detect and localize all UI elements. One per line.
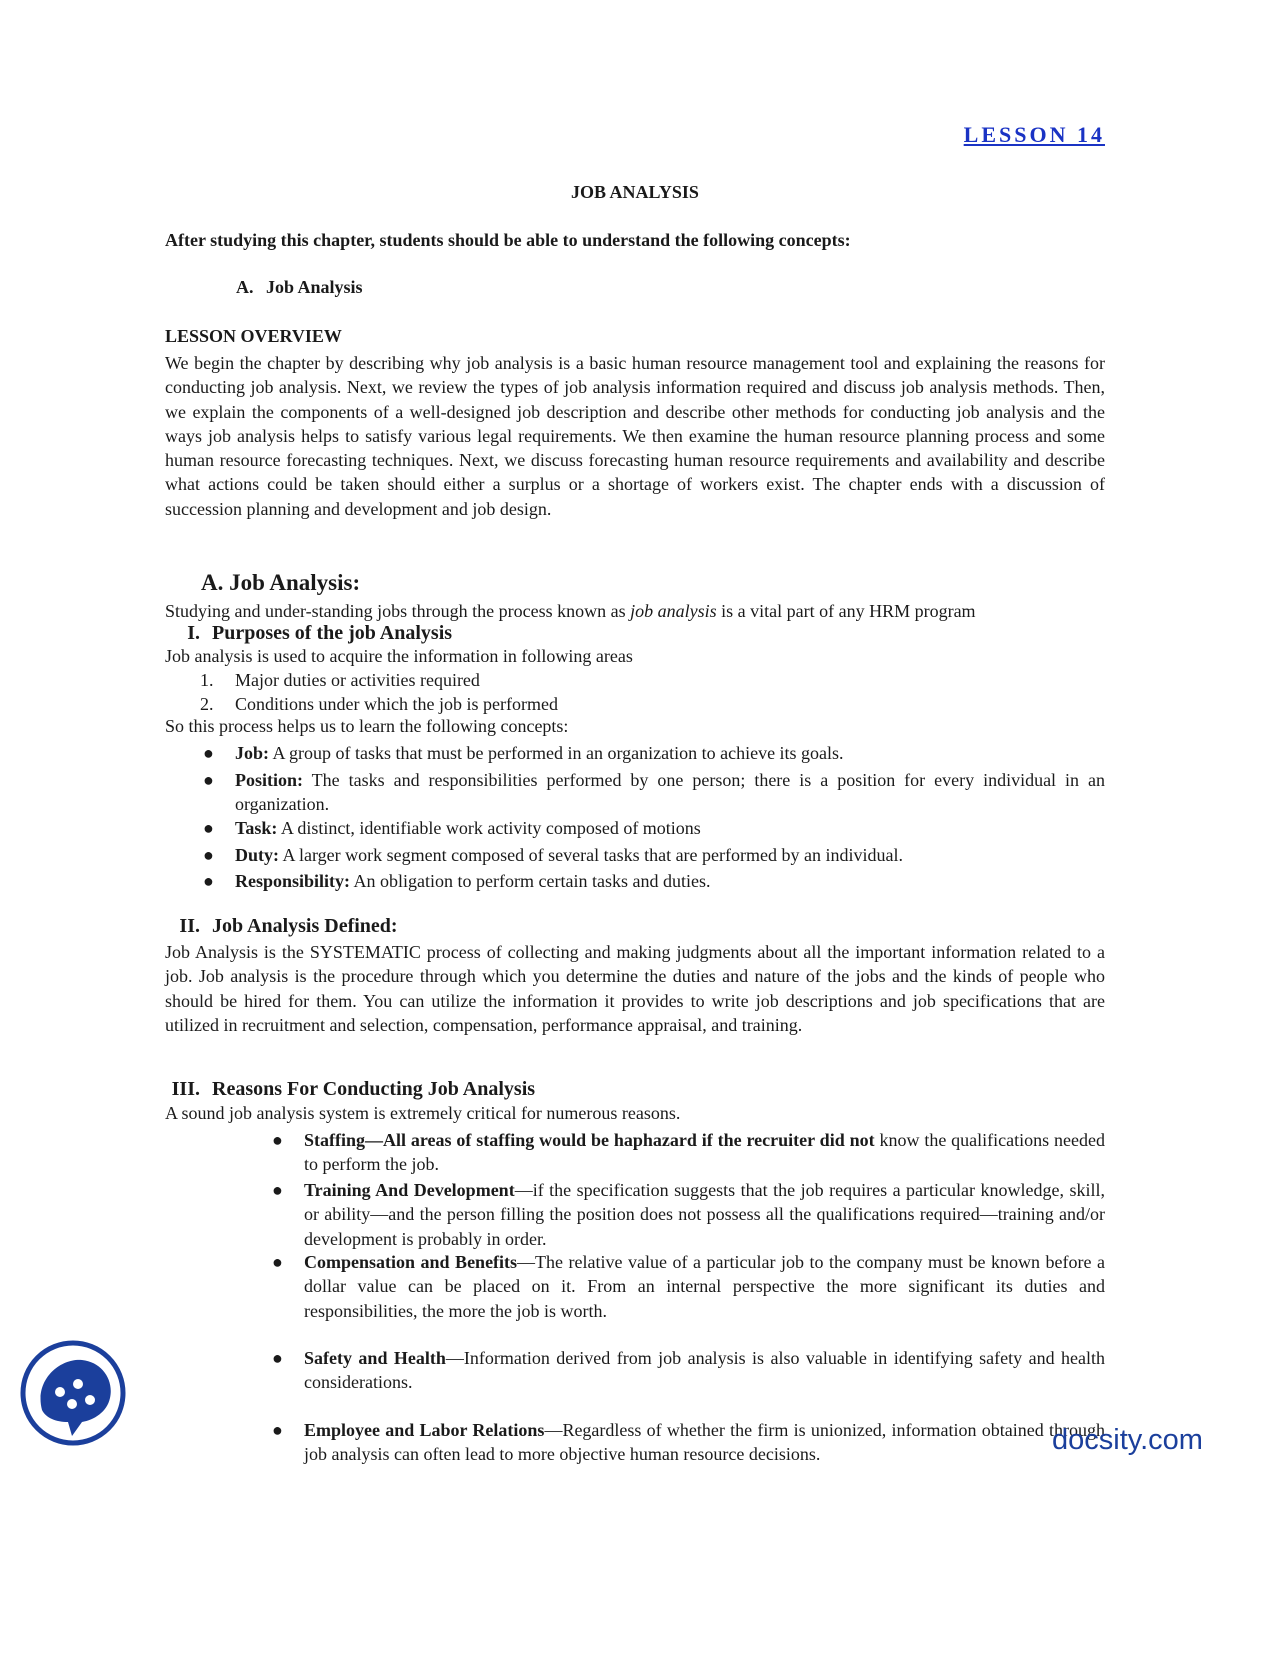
concept-term: Position: <box>235 770 304 790</box>
bullet-icon: ● <box>272 1180 283 1200</box>
section-a-text-part: is a vital part of any HRM program <box>716 601 976 621</box>
docsity-logo-icon <box>20 1340 126 1446</box>
subsection-title: Job Analysis Defined: <box>212 915 398 937</box>
definition-paragraph: Job Analysis is the SYSTEMATIC process of collecting and making judgments about all the important information related to a job. Job analysis is the procedure through which you determine the duties and nature of the jobs and the kinds of people who should be hired for them. You can utilize the information it provides to write job descriptions and job specifications that are utilized in recruitment and selection, compensation, performance appraisal, and training. <box>165 942 1105 1035</box>
concept-term: Task: <box>235 818 278 838</box>
concept-definition: A group of tasks that must be performed in an organization to achieve its goals. <box>269 743 844 763</box>
subsection-heading <box>130 915 398 938</box>
concept-item <box>203 843 1105 867</box>
reason-term: Compensation and Benefits <box>304 1252 518 1272</box>
bullet-icon: ● <box>203 743 214 763</box>
overview-heading: LESSON OVERVIEW <box>165 326 342 346</box>
concept-term: Job: <box>235 743 270 763</box>
list-number: 1. <box>200 670 214 690</box>
concept-item <box>203 869 1105 893</box>
concept-definition: An obligation to perform certain tasks and duties. <box>350 871 711 891</box>
list-text: Conditions under which the job is performed <box>235 694 558 714</box>
concept-definition: A distinct, identifiable work activity composed of motions <box>277 818 701 838</box>
reason-term: Employee and Labor Relations <box>304 1420 545 1440</box>
intro-text: After studying this chapter, students should be able to understand the following concepts: <box>165 230 851 250</box>
concept-term: Duty: <box>235 845 279 865</box>
section-a-text-italic: job analysis <box>630 601 717 621</box>
concept-item <box>203 816 1105 840</box>
concept-definition: The tasks and responsibilities performed by one person; there is a position for every individual in an organization. <box>235 770 1105 815</box>
reason-term: Staffing—All areas of staffing would be haphazard if the recruiter did not <box>304 1130 875 1150</box>
docsity-watermark[interactable]: docsity.com <box>1052 1424 1203 1456</box>
section-a-text <box>165 601 976 622</box>
reason-term: Training And Development <box>304 1180 515 1200</box>
subsection-number: III. <box>171 1078 200 1100</box>
body-line: A sound job analysis system is extremely critical for numerous reasons. <box>165 1103 681 1123</box>
subsection-heading <box>130 1078 535 1101</box>
body-line: Job analysis is used to acquire the information in following areas <box>165 646 633 666</box>
objective-marker: A. <box>236 277 254 297</box>
subsection-number: II. <box>179 915 200 937</box>
bullet-icon: ● <box>272 1420 283 1440</box>
objective-label: Job Analysis <box>266 277 363 297</box>
reason-definition: —if the specification suggests that the job requires a particular knowledge, skill, or ability—and the person filling the position does not possess all the qualifications required—training and/or development is probably in order. <box>304 1180 1106 1249</box>
concept-item <box>203 768 1105 817</box>
concept-item <box>203 741 1105 765</box>
reason-definition: —The relative value of a particular job to the company must be known before a dollar value can be placed on it. From an internal perspective the more significant its duties and responsibilities, the more the job is worth. <box>304 1252 1105 1321</box>
body-line: So this process helps us to learn the following concepts: <box>165 716 569 736</box>
lesson-label: LESSON 14 <box>963 122 1105 147</box>
reason-definition: —Regardless of whether the firm is unionized, information obtained through job analysis can often lead to more objective human resource decisions. <box>304 1420 1105 1465</box>
reason-term: Safety and Health <box>304 1348 446 1368</box>
list-number: 2. <box>200 694 214 714</box>
section-a-text-part: Studying and under-standing jobs through the process known as <box>165 601 631 621</box>
page-title: JOB ANALYSIS <box>571 182 699 202</box>
subsection-heading <box>130 622 452 645</box>
subsection-number: I. <box>187 622 200 644</box>
bullet-icon: ● <box>203 845 214 865</box>
reason-item <box>272 1178 1105 1251</box>
bullet-icon: ● <box>272 1130 283 1150</box>
reason-item <box>272 1128 1105 1177</box>
bullet-icon: ● <box>203 871 214 891</box>
concept-term: Responsibility: <box>235 871 351 891</box>
bullet-icon: ● <box>203 818 214 838</box>
objective-item <box>236 277 363 298</box>
section-a-heading: A. Job Analysis: <box>201 570 361 595</box>
list-item <box>200 694 558 715</box>
reason-item <box>272 1418 1105 1467</box>
reason-definition: know the qualifications needed to perform the job. <box>304 1130 1105 1175</box>
list-item <box>200 670 480 691</box>
reason-definition: —Information derived from job analysis is also valuable in identifying safety and health considerations. <box>304 1348 1105 1393</box>
reason-item <box>272 1346 1105 1395</box>
subsection-title: Purposes of the job Analysis <box>212 622 453 644</box>
bullet-icon: ● <box>272 1252 283 1272</box>
subsection-title: Reasons For Conducting Job Analysis <box>212 1078 536 1100</box>
list-text: Major duties or activities required <box>235 670 480 690</box>
bullet-icon: ● <box>203 770 214 790</box>
bullet-icon: ● <box>272 1348 283 1368</box>
reason-item <box>272 1250 1105 1323</box>
overview-paragraph: We begin the chapter by describing why job analysis is a basic human resource management tool and explaining the reasons for conducting job analysis. Next, we review the types of job analysis information required and discuss job analysis methods. Then, we explain the components of a well-designed job description and describe other methods for conducting job analysis and the ways job analysis helps to satisfy various legal requirements. We then examine the human resource planning process and some human resource forecasting techniques. Next, we discuss forecasting human resource requirements and availability and describe what actions could be taken should either a surplus or a shortage of workers exist. The chapter ends with a discussion of succession planning and development and job design. <box>165 353 1105 519</box>
concept-definition: A larger work segment composed of several tasks that are performed by an individual. <box>279 845 903 865</box>
